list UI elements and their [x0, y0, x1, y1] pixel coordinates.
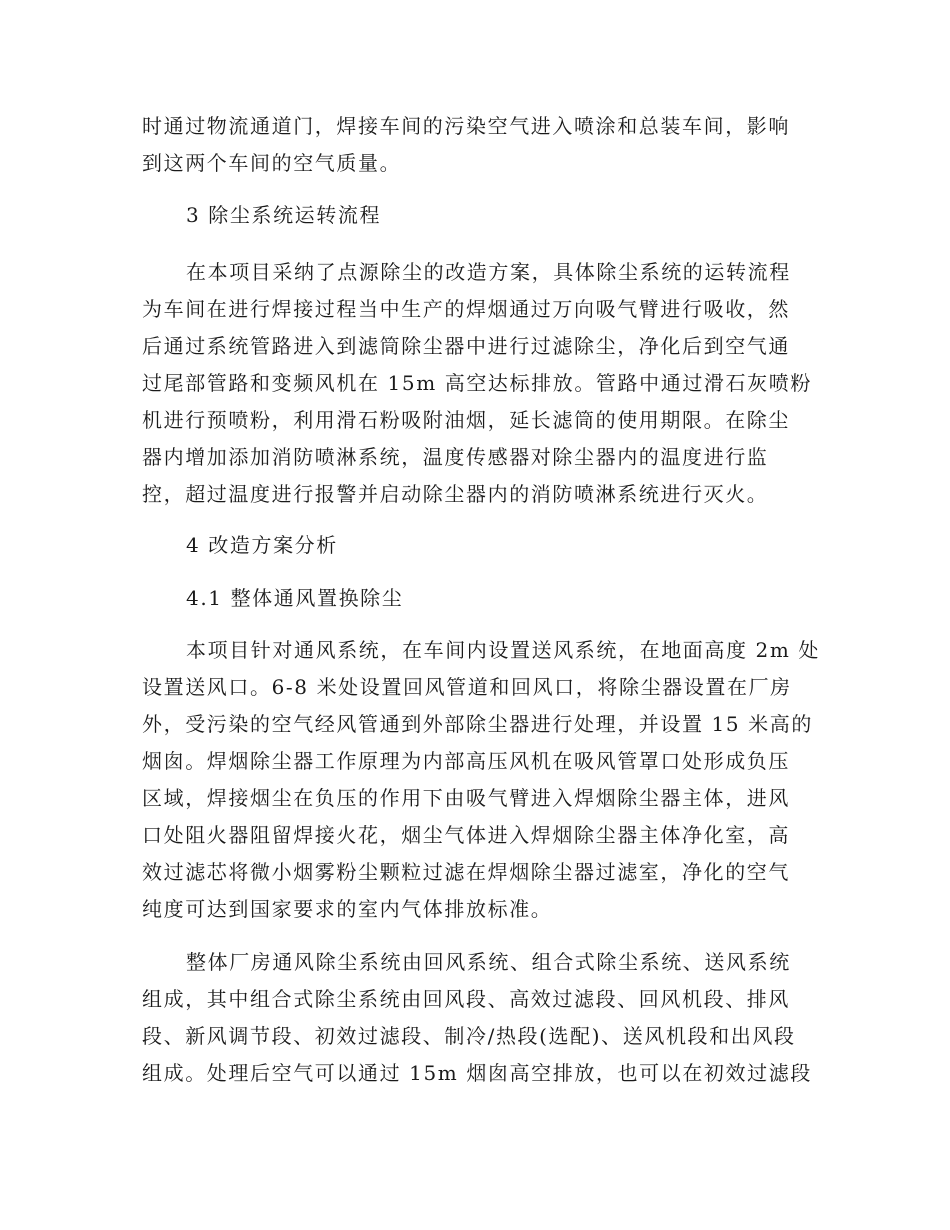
paragraph-line: 器内增加添加消防喷淋系统，温度传感器对除尘器内的温度进行监: [142, 445, 769, 469]
paragraph-line: 组成。处理后空气可以通过 15m 烟囱高空排放，也可以在初效过滤段: [142, 1061, 812, 1085]
paragraph-line: 设置送风口。6-8 米处设置回风管道和回风口，将除尘器设置在厂房: [142, 675, 792, 699]
section-4-1-heading: 4.1 整体通风置换除尘: [186, 586, 404, 610]
section-4-heading: 4 改造方案分析: [186, 533, 338, 557]
paragraph-line: 纯度可达到国家要求的室内气体排放标准。: [142, 897, 553, 921]
paragraph-line: 组成，其中组合式除尘系统由回风段、高效过滤段、回风机段、排风: [142, 987, 790, 1011]
paragraph-line: 效过滤芯将微小烟雾粉尘颗粒过滤在焊烟除尘器过滤室，净化的空气: [142, 860, 790, 884]
section-3-heading: 3 除尘系统运转流程: [186, 203, 382, 227]
paragraph-line: 时通过物流通道门，焊接车间的污染空气进入喷涂和总装车间，影响: [142, 114, 790, 138]
paragraph-line: 机进行预喷粉，利用滑石粉吸附油烟，延长滤筒的使用期限。在除尘: [142, 408, 790, 432]
continued-paragraph: [142, 108, 812, 182]
paragraph-line: 段、新风调节段、初效过滤段、制冷/热段(选配)、送风机段和出风段: [142, 1024, 796, 1048]
paragraph-line: 本项目针对通风系统，在车间内设置送风系统，在地面高度 2m 处: [186, 638, 821, 662]
paragraph-line: 后通过系统管路进入到滤筒除尘器中进行过滤除尘，净化后到空气通: [142, 334, 790, 358]
paragraph-line: 到这两个车间的空气质量。: [142, 151, 402, 175]
paragraph-line: 为车间在进行焊接过程当中生产的焊烟通过万向吸气臂进行吸收，然: [142, 297, 790, 321]
paragraph-line: 烟囱。焊烟除尘器工作原理为内部高压风机在吸风管罩口处形成负压: [142, 749, 790, 773]
paragraph-line: 过尾部管路和变频风机在 15m 高空达标排放。管路中通过滑石灰喷粉: [142, 371, 812, 395]
paragraph-line: 外，受污染的空气经风管通到外部除尘器进行处理，并设置 15 米高的: [142, 712, 813, 736]
paragraph-line: 口处阻火器阻留焊接火花，烟尘气体进入焊烟除尘器主体净化室，高: [142, 823, 790, 847]
paragraph-line: 整体厂房通风除尘系统由回风系统、组合式除尘系统、送风系统: [186, 950, 791, 974]
section-4-1-paragraph-1: [142, 632, 821, 928]
paragraph-line: 控，超过温度进行报警并启动除尘器内的消防喷淋系统进行灭火。: [142, 482, 769, 506]
section-3-paragraph: [142, 254, 812, 513]
paragraph-line: 在本项目采纳了点源除尘的改造方案，具体除尘系统的运转流程: [186, 260, 791, 284]
section-4-1-paragraph-2: [142, 944, 812, 1092]
paragraph-line: 区域，焊接烟尘在负压的作用下由吸气臂进入焊烟除尘器主体，进风: [142, 786, 790, 810]
